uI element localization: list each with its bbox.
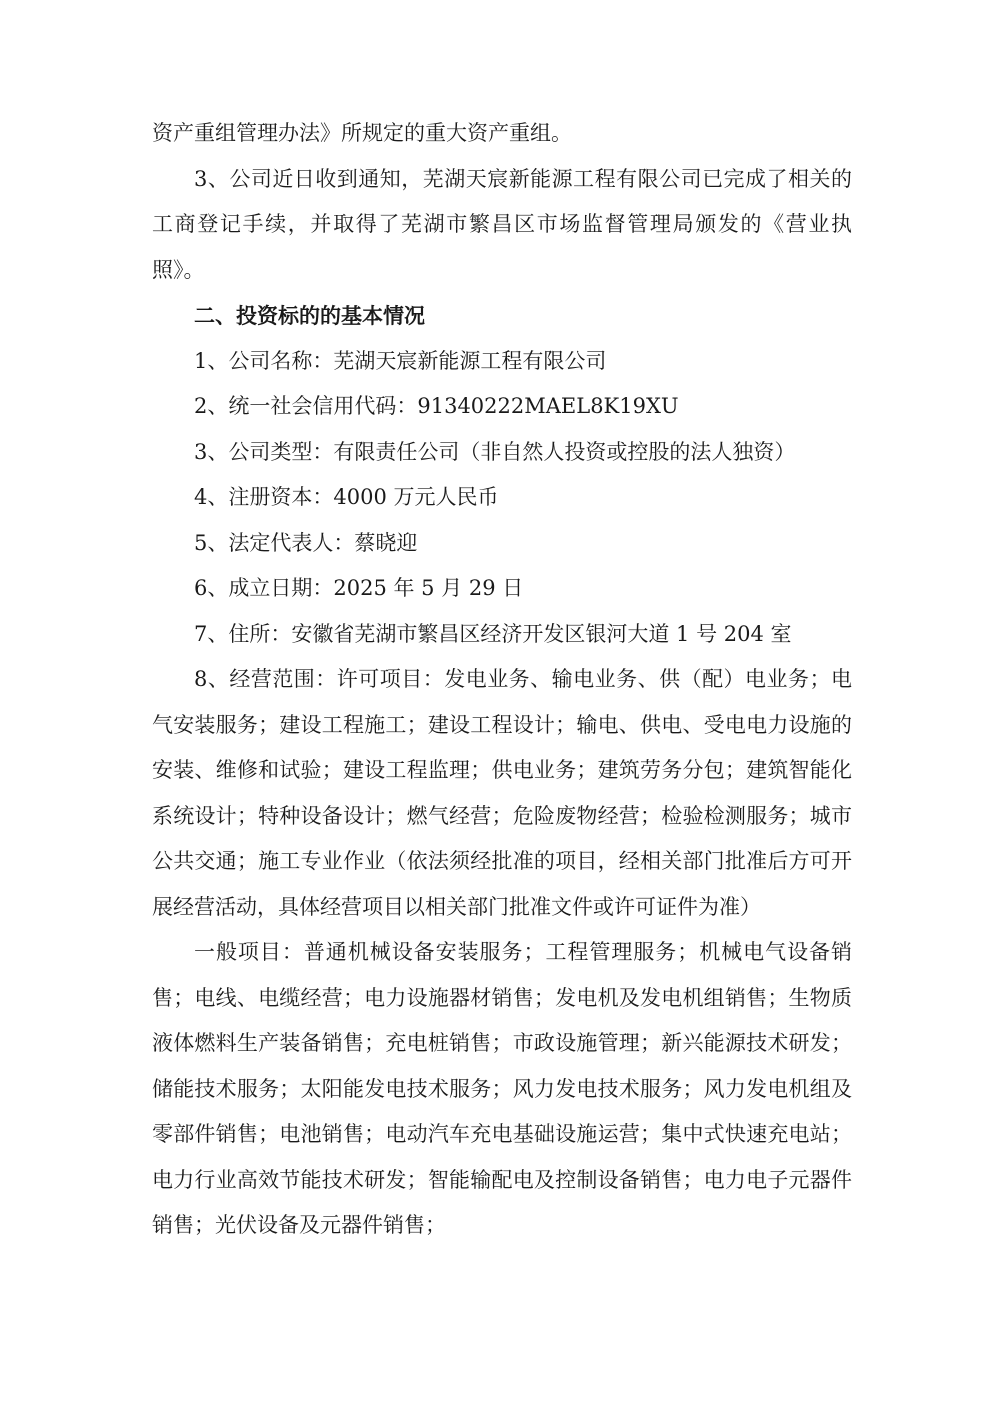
item-company-name: 1、公司名称：芜湖天宸新能源工程有限公司 (194, 348, 607, 373)
document-body (152, 111, 852, 1249)
item-address: 7、住所：安徽省芜湖市繁昌区经济开发区银河大道 1 号 204 室 (194, 621, 792, 646)
item-business-scope-general: 一般项目：普通机械设备安装服务；工程管理服务；机械电气设备销售；电线、电缆经营；电力设施器材销售；发电机及发电机组销售；生物质液体燃料生产装备销售；充电桩销售；市政设施管理；新兴能源技术研发；储能技术服务；太阳能发电技术服务；风力发电技术服务；风力发电机组及零部件销售；电池销售；电动汽车充电基础设施运营；集中式快速充电站；电力行业高效节能技术研发；智能输配电及控制设备销售；电力电子元器件销售；光伏设备及元器件销售； (152, 940, 852, 1237)
section-heading: 二、投资标的的基本情况 (194, 303, 425, 328)
item-credit-code: 2、统一社会信用代码：91340222MAEL8K19XU (194, 394, 679, 418)
item-establishment-date: 6、成立日期：2025 年 5 月 29 日 (194, 576, 524, 600)
paragraph-registration-notice: 3、公司近日收到通知，芜湖天宸新能源工程有限公司已完成了相关的工商登记手续，并取得了芜湖市繁昌区市场监督管理局颁发的《营业执照》。 (152, 166, 852, 282)
item-company-type: 3、公司类型：有限责任公司（非自然人投资或控股的法人独资） (194, 439, 796, 464)
item-registered-capital: 4、注册资本：4000 万元人民币 (194, 485, 499, 509)
item-business-scope-licensed: 8、经营范围：许可项目：发电业务、输电业务、供（配）电业务；电气安装服务；建设工程施工；建设工程设计；输电、供电、受电电力设施的安装、维修和试验；建设工程监理；供电业务；建筑劳务分包；建筑智能化系统设计；特种设备设计；燃气经营；危险废物经营；检验检测服务；城市公共交通；施工专业作业（依法须经批准的项目，经相关部门批准后方可开展经营活动，具体经营项目以相关部门批准文件或许可证件为准） (152, 667, 852, 919)
paragraph-continuation: 资产重组管理办法》所规定的重大资产重组。 (152, 121, 572, 145)
item-legal-representative: 5、法定代表人：蔡晓迎 (194, 530, 418, 555)
